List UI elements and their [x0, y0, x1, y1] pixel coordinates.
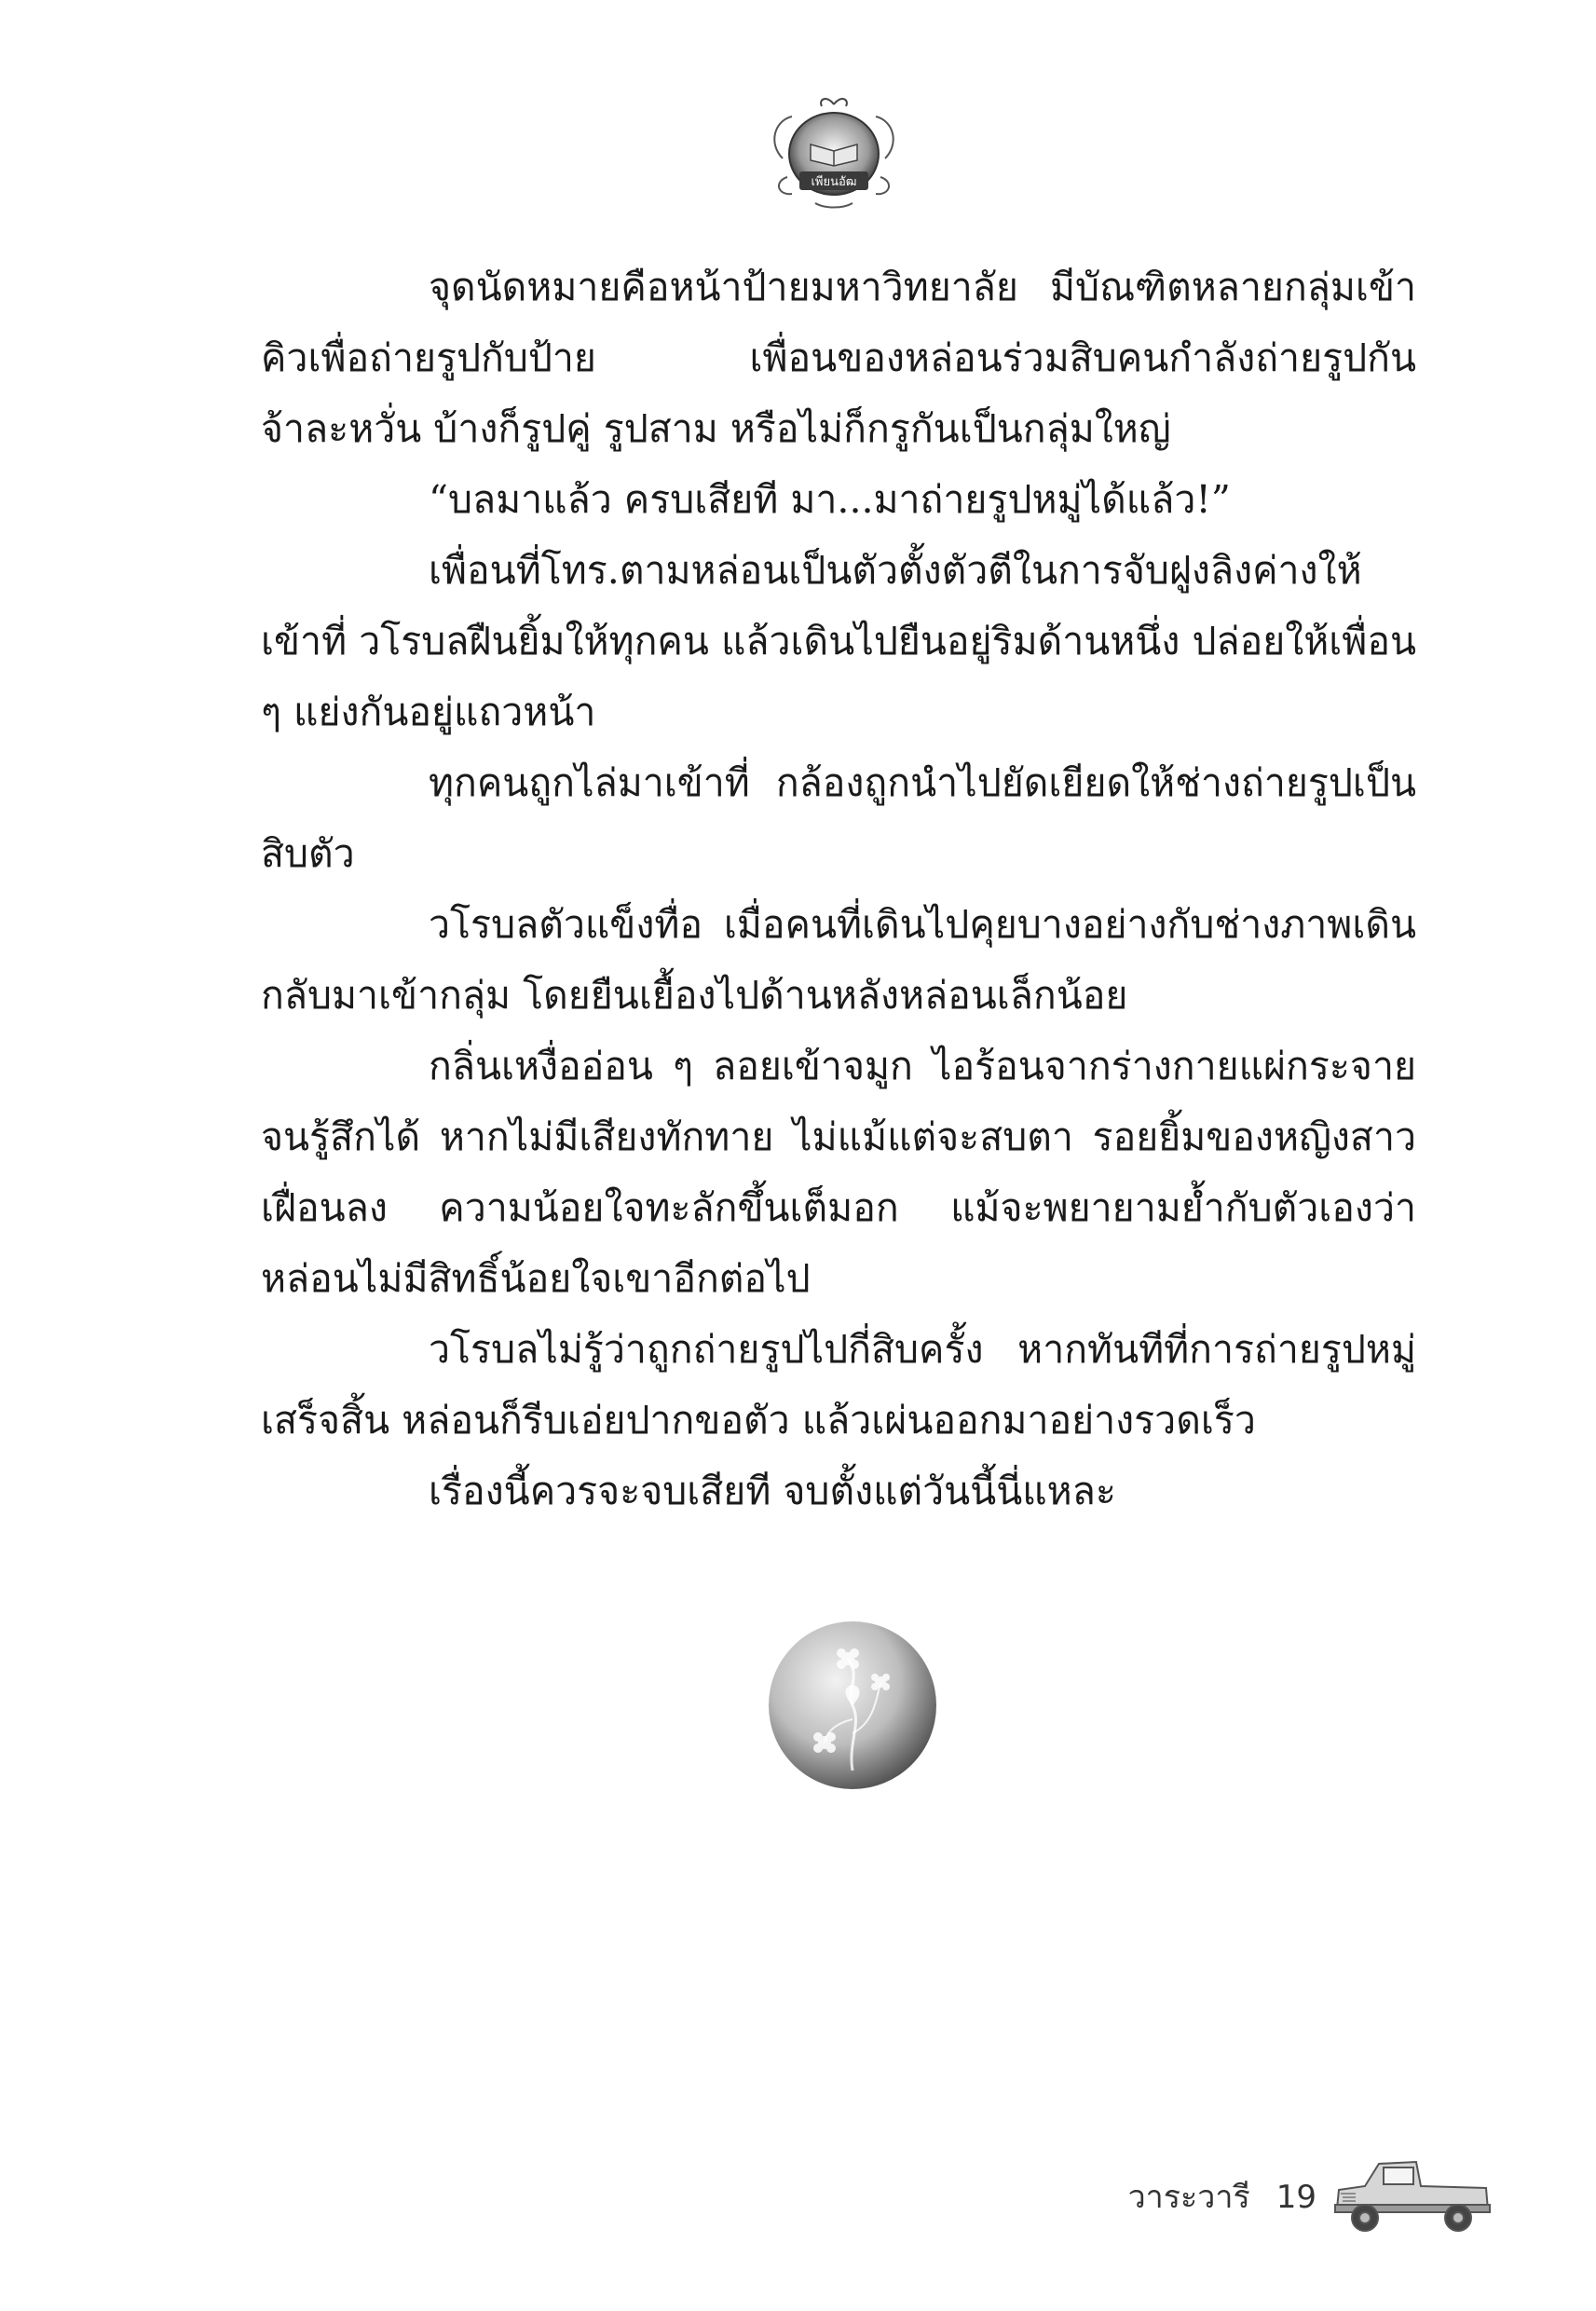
paragraph: เรื่องนี้ควรจะจบเสียที จบตั้งแต่วันนี้นี่แหละ [429, 1469, 1116, 1513]
vintage-truck-icon [1328, 2143, 1495, 2246]
ornament-label: เพียนอัฒ [811, 175, 857, 189]
page-footer [1128, 2171, 1316, 2222]
paragraph: วโรบลไม่รู้ว่าถูกถ่ายรูปไปกี่สิบครั้ง หากทันทีที่การถ่ายรูปหมู่เสร็จสิ้น หล่อนก็รีบเอ่ยปากขอตัว แล้วเผ่นออกมาอย่างรวดเร็ว [261, 1327, 1416, 1443]
paragraph: เพื่อนที่โทร.ตามหล่อนเป็นตัวตั้งตัวตีในการจับฝูงลิงค่างให้เข้าที่ วโรบลฝืนยิ้มให้ทุกคน แล้วเดินไปยืนอยู่ริมด้านหนึ่ง ปล่อยให้เพื่อน ๆ แย่งกันอยู่แถวหน้า [261, 548, 1416, 734]
paragraph: จุดนัดหมายคือหน้าป้ายมหาวิทยาลัย มีบัณฑิตหลายกลุ่มเข้าคิวเพื่อถ่ายรูปกับป้าย เพื่อนของหล่อนร่วมสิบคนกำลังถ่ายรูปกันจ้าละหวั่น บ้างก็รูปคู่ รูปสาม หรือไม่ก็กรูกันเป็นกลุ่มใหญ่ [261, 265, 1416, 451]
paragraph: กลิ่นเหงื่ออ่อน ๆ ลอยเข้าจมูก ไอร้อนจากร่างกายแผ่กระจายจนรู้สึกได้ หากไม่มีเสียงทักทาย ไม่แม้แต่จะสบตา รอยยิ้มของหญิงสาวเฝื่อนลง ความน้อยใจทะลักขึ้นเต็มอก แม้จะพยายามย้ำกับตัวเองว่าหล่อนไม่มีสิทธิ์น้อยใจเขาอีกต่อไป [261, 1044, 1416, 1301]
book-title: วาระวารี [1127, 2179, 1250, 2216]
floral-medallion-icon [759, 1612, 946, 1798]
book-ornament-icon [764, 93, 904, 214]
paragraph: วโรบลตัวแข็งทื่อ เมื่อคนที่เดินไปคุยบางอย่างกับช่างภาพเดินกลับมาเข้ากลุ่ม โดยยืนเยื้องไปด้านหลังหล่อนเล็กน้อย [261, 902, 1416, 1018]
paragraph: ทุกคนถูกไล่มาเข้าที่ กล้องถูกนำไปยัดเยียดให้ช่างถ่ายรูปเป็นสิบตัว [261, 760, 1416, 876]
paragraph: “บลมาแล้ว ครบเสียที มา...มาถ่ายรูปหมู่ได้แล้ว!” [429, 477, 1231, 522]
page-number: 19 [1275, 2179, 1316, 2216]
story-text [261, 252, 1416, 1526]
